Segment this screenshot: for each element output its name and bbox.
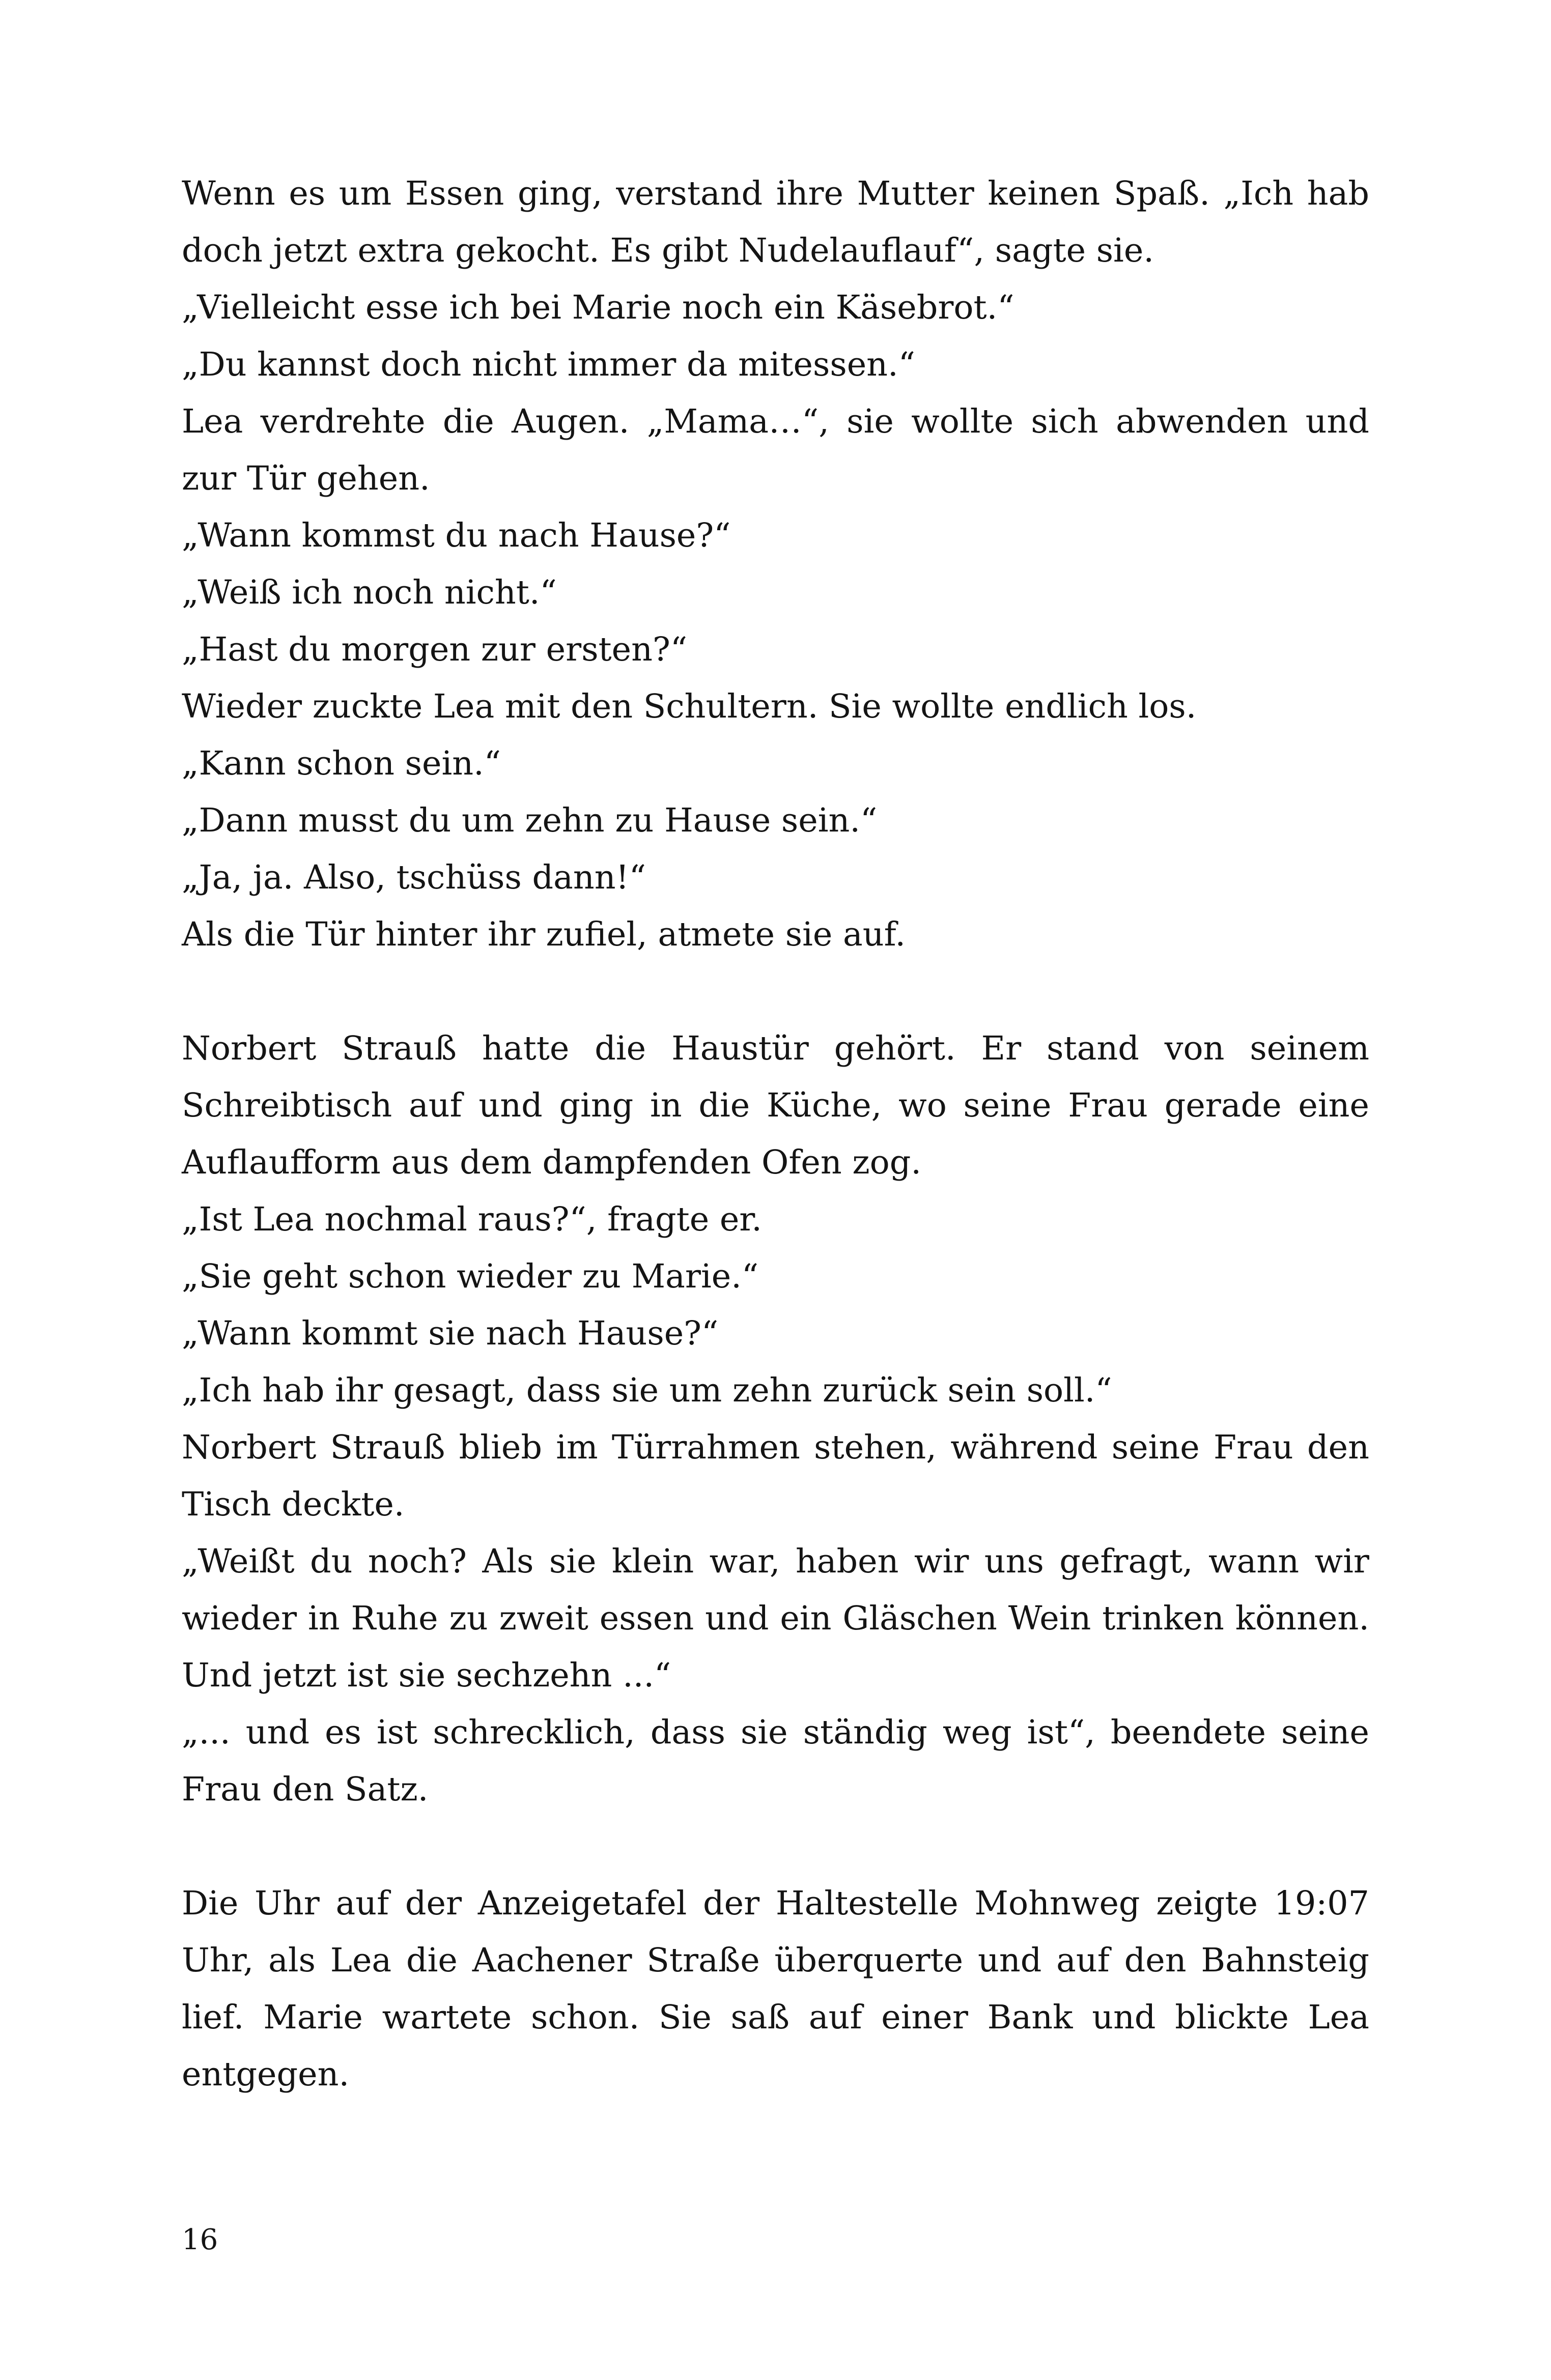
- page-number: 16: [182, 2223, 218, 2256]
- text-section-1: [182, 165, 1369, 963]
- paragraph: „Wann kommt sie nach Hause?“: [182, 1314, 719, 1353]
- paragraph: „Kann schon sein.“: [182, 744, 501, 783]
- paragraph: „Hast du morgen zur ersten?“: [182, 630, 688, 669]
- paragraph: „Weiß ich noch nicht.“: [182, 574, 557, 612]
- paragraph: Norbert Strauß blieb im Türrahmen stehen, während seine Frau den Tisch deckte.: [182, 1428, 1369, 1524]
- paragraph: „Ist Lea nochmal raus?“, fragte er.: [182, 1200, 762, 1239]
- paragraph: Wenn es um Essen ging, verstand ihre Mutter keinen Spaß. „Ich hab doch jetzt extra gekocht. Es gibt Nudelauflauf“, sagte sie.: [182, 175, 1369, 270]
- paragraph: Norbert Strauß hatte die Haustür gehört. Er stand von seinem Schreibtisch auf und ging in die Küche, wo seine Frau gerade eine Auflaufform aus dem dampfenden Ofen zog.: [182, 1029, 1369, 1182]
- paragraph: Wieder zuckte Lea mit den Schultern. Sie wollte endlich los.: [182, 687, 1197, 726]
- paragraph: „... und es ist schrecklich, dass sie ständig weg ist“, beendete seine Frau den Satz.: [182, 1713, 1369, 1809]
- paragraph: „Vielleicht esse ich bei Marie noch ein Käsebrot.“: [182, 289, 1014, 327]
- paragraph: Als die Tür hinter ihr zufiel, atmete sie auf.: [182, 915, 906, 954]
- paragraph: „Sie geht schon wieder zu Marie.“: [182, 1257, 759, 1296]
- paragraph: „Dann musst du um zehn zu Hause sein.“: [182, 801, 878, 840]
- text-section-2: [182, 1020, 1369, 1818]
- paragraph: „Wann kommst du nach Hause?“: [182, 517, 731, 555]
- paragraph: Die Uhr auf der Anzeigetafel der Haltestelle Mohnweg zeigte 19:07 Uhr, als Lea die Aachener Straße überquerte und auf den Bahnsteig lief. Marie wartete schon. Sie saß auf einer Bank und blickte Lea entgegen.: [182, 1884, 1369, 2094]
- text-block: [182, 165, 1369, 2103]
- paragraph: „Ich hab ihr gesagt, dass sie um zehn zurück sein soll.“: [182, 1371, 1112, 1410]
- paragraph: „Du kannst doch nicht immer da mitessen.“: [182, 346, 915, 384]
- paragraph: „Ja, ja. Also, tschüss dann!“: [182, 858, 646, 897]
- paragraph: „Weißt du noch? Als sie klein war, haben wir uns gefragt, wann wir wieder in Ruhe zu zweit essen und ein Gläschen Wein trinken können. Und jetzt ist sie sechzehn ...“: [182, 1542, 1369, 1695]
- paragraph: Lea verdrehte die Augen. „Mama…“, sie wollte sich abwenden und zur Tür gehen.: [182, 403, 1369, 498]
- text-section-3: [182, 1875, 1369, 2103]
